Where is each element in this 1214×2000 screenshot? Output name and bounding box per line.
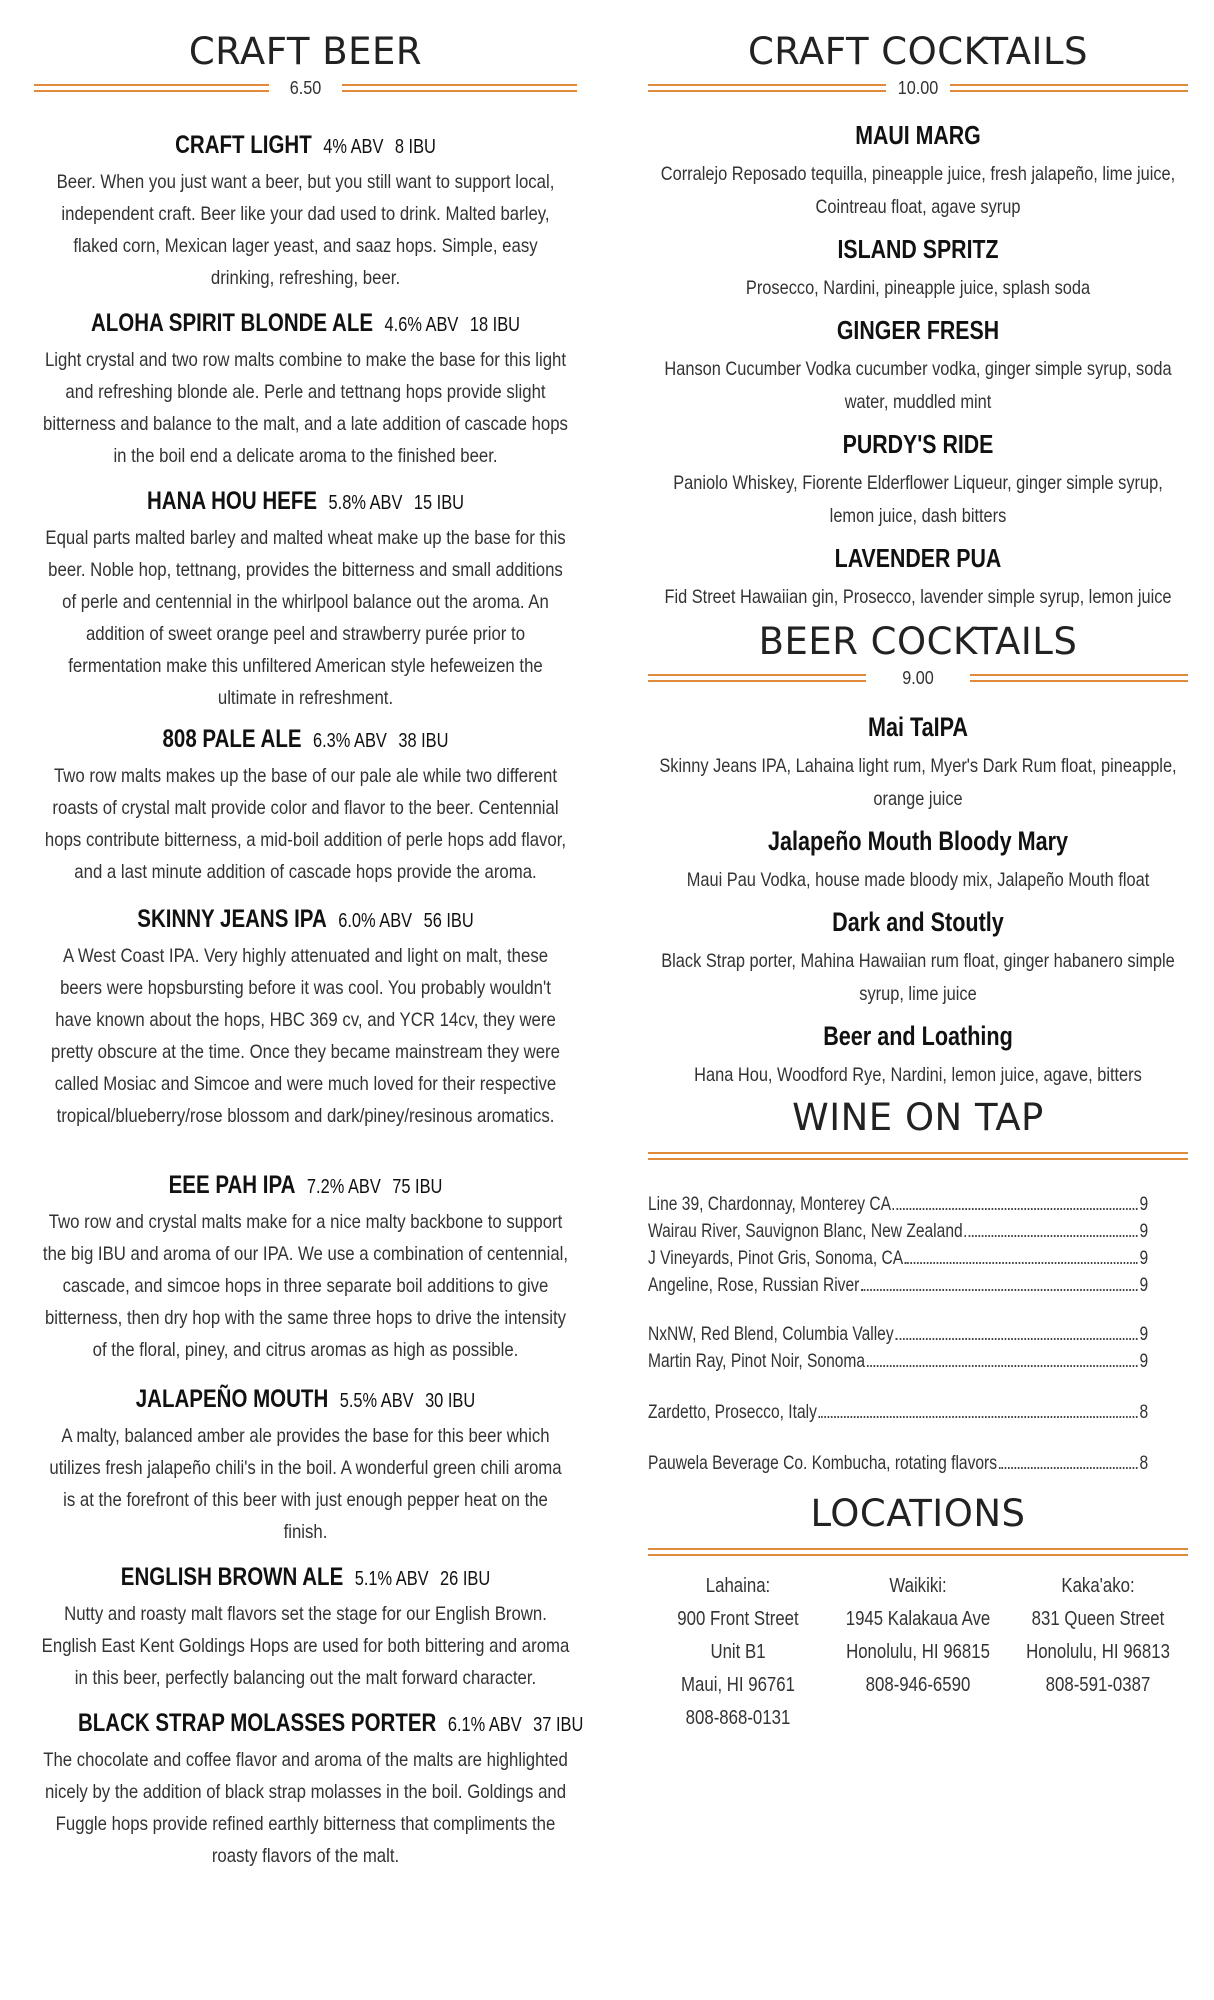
wine-name: Pauwela Beverage Co. Kombucha, rotating flavors: [648, 1453, 998, 1474]
wine-name: Martin Ray, Pinot Noir, Sonoma: [648, 1351, 866, 1372]
beer-name: ENGLISH BROWN ALE: [120, 1563, 344, 1591]
wine-row-inner: [648, 1275, 1148, 1297]
beer-ibu: 26 IBU: [440, 1568, 491, 1590]
cocktail-description: Prosecco, Nardini, pineapple juice, splash soda: [745, 277, 1091, 299]
wine-name: Zardetto, Prosecco, Italy: [648, 1402, 817, 1423]
cocktail-name: LAVENDER PUA: [834, 543, 1002, 573]
beer-cocktail-name: Mai TaIPA: [867, 712, 969, 742]
locations-title: LOCATIONS: [810, 1492, 1026, 1535]
beer-cocktail-name: Beer and Loathing: [823, 1021, 1013, 1051]
wine-row: [648, 1351, 1188, 1378]
beer-name: CRAFT LIGHT: [175, 131, 312, 159]
beer-description: Two row and crystal malts make for a nice malty backbone to support the big IBU and aroma of our IPA. We use a combination of centennial, cascade, and simcoe hops in three separate boil additions to give bitterness, then dry hop with the same three hops to drive the intensity of the floral, piney, and citrus aromas as high as possible.: [42, 1211, 569, 1361]
beer-item-header: [78, 130, 533, 162]
wine-row: [648, 1324, 1188, 1351]
wine-leader-dots: [905, 1262, 1138, 1264]
wine-row: [648, 1402, 1188, 1429]
beer-item-header: [78, 1170, 533, 1202]
beer-item-header: [78, 486, 533, 518]
cocktail-name: PURDY'S RIDE: [842, 429, 994, 459]
beer-cocktails-price: 9.00: [902, 668, 934, 688]
wine-name: Wairau River, Sauvignon Blanc, New Zealand: [648, 1221, 963, 1242]
cocktail-list: [648, 118, 1188, 614]
location-line: 831 Queen Street: [1031, 1608, 1165, 1630]
beer-abv: 4.6% ABV: [384, 314, 459, 336]
wine-title: WINE ON TAP: [792, 1096, 1044, 1139]
beer-name: EEE PAH IPA: [168, 1171, 296, 1199]
cocktail-item: [648, 313, 1188, 419]
locations-section: [648, 1492, 1188, 1735]
craft-cocktails-section: [648, 30, 1188, 614]
beer-abv: 6.0% ABV: [338, 910, 413, 932]
beer-description: Light crystal and two row malts combine to make the base for this light and refreshing blonde ale. Perle and tettnang hops provide slight bitterness and balance to the malt, and a late addition of cascade hops in the boil end a delicate aroma to the finished beer.: [43, 349, 568, 467]
beer-cocktail-name: Jalapeño Mouth Bloody Mary: [767, 826, 1069, 856]
location-block: [1008, 1570, 1188, 1735]
wine-row: [648, 1194, 1188, 1221]
beer-description: The chocolate and coffee flavor and aroma of the malts are highlighted nicely by the addition of black strap molasses in the boil. Goldings and Fuggle hops provide refined earthly bitterness that compliments the roasty flavors of the malt.: [43, 1749, 568, 1867]
wine-price: 9: [1139, 1194, 1149, 1215]
divider-full: [648, 1548, 1188, 1558]
beer-cocktails-section: [648, 620, 1188, 1092]
wine-group: [648, 1324, 1188, 1378]
location-line: Honolulu, HI 96815: [846, 1641, 990, 1663]
beer-cocktail-name: Dark and Stoutly: [832, 907, 1004, 937]
wine-row-inner: [648, 1402, 1148, 1424]
wine-row: [648, 1221, 1188, 1248]
wine-row-inner: [648, 1194, 1148, 1216]
beer-cocktail-list: [648, 710, 1188, 1092]
beer-cocktail-description: Hana Hou, Woodford Rye, Nardini, lemon juice, agave, bitters: [694, 1064, 1142, 1086]
cocktail-description: Paniolo Whiskey, Fiorente Elderflower Liqueur, ginger simple syrup, lemon juice, dash bitters: [673, 472, 1163, 527]
craft-cocktails-rule: [648, 76, 1188, 102]
beer-abv: 7.2% ABV: [306, 1176, 381, 1198]
wine-leader-dots: [895, 1338, 1138, 1340]
beer-ibu: 38 IBU: [398, 730, 449, 752]
beer-item: [28, 1562, 583, 1694]
beer-item-header: [78, 724, 533, 756]
cocktail-name: GINGER FRESH: [836, 315, 1000, 345]
beer-item: [28, 308, 583, 472]
location-line: 808-868-0131: [685, 1707, 791, 1729]
beer-cocktail-item: [648, 710, 1188, 816]
wine-price: 9: [1139, 1275, 1149, 1296]
beer-cocktail-description: Skinny Jeans IPA, Lahaina light rum, Myer's Dark Rum float, pineapple, orange juice: [659, 755, 1177, 810]
beer-item-header: [78, 904, 533, 936]
craft-cocktails-price: 10.00: [897, 78, 939, 98]
beer-ibu: 37 IBU: [533, 1714, 584, 1736]
beer-abv: 6.1% ABV: [447, 1714, 522, 1736]
locations-grid: [648, 1570, 1188, 1735]
wine-leader-dots: [818, 1416, 1137, 1418]
wine-group: [648, 1402, 1188, 1429]
location-line: Kaka'ako:: [1061, 1575, 1135, 1597]
cocktail-item: [648, 232, 1188, 305]
beer-abv: 5.5% ABV: [339, 1390, 414, 1412]
beer-ibu: 8 IBU: [394, 136, 436, 158]
beer-name: JALAPEÑO MOUTH: [135, 1385, 329, 1413]
wine-price: 9: [1139, 1248, 1149, 1269]
cocktail-item: [648, 427, 1188, 533]
beer-item-header: [77, 1708, 584, 1740]
beer-cocktail-item: [648, 905, 1188, 1011]
beer-description: A West Coast IPA. Very highly attenuated and light on malt, these beers were hopsbursting before it was cool. You probably wouldn't have known about the hops, HBC 369 cv, and YCR 14cv, they were pretty obscure at the time. Once they became mainstream they were called Mosiac and Simcoe and were much loved for their respective tropical/blueberry/rose blossom and dark/piney/resinous aromatics.: [51, 945, 560, 1127]
beer-list: [28, 130, 583, 1872]
locations-rule: [648, 1540, 1188, 1566]
cocktail-description: Corralejo Reposado tequilla, pineapple juice, fresh jalapeño, lime juice, Cointreau float, agave syrup: [660, 163, 1176, 218]
wine-rule: [648, 1144, 1188, 1170]
beer-item: [28, 904, 583, 1132]
beer-ibu: 15 IBU: [413, 492, 465, 514]
beer-item: [28, 724, 583, 888]
location-block: [828, 1570, 1008, 1735]
wine-section: [648, 1096, 1188, 1480]
beer-ibu: 56 IBU: [423, 910, 474, 932]
wine-row-inner: [648, 1324, 1148, 1346]
wine-price: 8: [1139, 1453, 1149, 1474]
wine-group: [648, 1194, 1188, 1302]
wine-row-inner: [648, 1221, 1148, 1243]
beer-name: 808 PALE ALE: [162, 725, 302, 753]
beer-cocktail-description: Maui Pau Vodka, house made bloody mix, Jalapeño Mouth float: [686, 869, 1150, 891]
beer-item: [28, 1384, 583, 1548]
beer-cocktail-item: [648, 824, 1188, 897]
location-line: Maui, HI 96761: [681, 1674, 795, 1696]
location-line: 900 Front Street: [677, 1608, 799, 1630]
beer-item-header: [78, 308, 533, 340]
beer-description: Nutty and roasty malt flavors set the stage for our English Brown. English East Kent Goldings Hops are used for both bittering and aroma in this beer, perfectly balancing out the malt forward character.: [41, 1603, 570, 1689]
beer-ibu: 75 IBU: [392, 1176, 443, 1198]
beer-description: A malty, balanced amber ale provides the base for this beer which utilizes fresh jalapeño chili's in the boil. A wonderful green chili aroma is at the forefront of this beer with just enough pepper heat on the finish.: [49, 1425, 562, 1543]
wine-price: 9: [1139, 1221, 1149, 1242]
wine-name: NxNW, Red Blend, Columbia Valley: [648, 1324, 894, 1345]
cocktail-name: MAUI MARG: [855, 120, 981, 150]
wine-list: [648, 1194, 1188, 1480]
wine-name: Line 39, Chardonnay, Monterey CA: [648, 1194, 892, 1215]
craft-beer-title: CRAFT BEER: [188, 30, 423, 73]
beer-abv: 4% ABV: [323, 136, 384, 158]
beer-name: SKINNY JEANS IPA: [137, 905, 327, 933]
beer-description: Two row malts makes up the base of our pale ale while two different roasts of crystal malt provide color and flavor to the beer. Centennial hops contribute bitterness, a mid-boil addition of perle hops add flavor, and a last minute addition of cascade hops provide the aroma.: [44, 765, 567, 883]
beer-item-header: [78, 1562, 533, 1594]
beer-item: [28, 1170, 583, 1366]
wine-row: [648, 1248, 1188, 1275]
cocktail-item: [648, 118, 1188, 224]
wine-group: [648, 1453, 1188, 1480]
beer-cocktails-rule: [648, 666, 1188, 692]
wine-leader-dots: [861, 1289, 1138, 1291]
beer-abv: 5.1% ABV: [354, 1568, 429, 1590]
wine-price: 8: [1139, 1402, 1149, 1423]
beer-name: ALOHA SPIRIT BLONDE ALE: [90, 309, 374, 337]
beer-description: Equal parts malted barley and malted wheat make up the base for this beer. Noble hop, tettnang, provides the bitterness and small additions of perle and centennial in the whirlpool balance out the aroma. An addition of sweet orange peel and strawberry purée prior to fermentation make this unfiltered American style hefeweizen the ultimate in refreshment.: [45, 527, 566, 709]
location-line: 1945 Kalakaua Ave: [845, 1608, 991, 1630]
craft-beer-price: 6.50: [289, 78, 322, 98]
wine-name: J Vineyards, Pinot Gris, Sonoma, CA: [648, 1248, 904, 1269]
wine-row-inner: [648, 1351, 1148, 1373]
location-line: Waikiki:: [889, 1575, 947, 1597]
wine-leader-dots: [893, 1208, 1138, 1210]
wine-name: Angeline, Rose, Russian River: [648, 1275, 860, 1296]
wine-price: 9: [1139, 1324, 1149, 1345]
cocktail-item: [648, 541, 1188, 614]
wine-leader-dots: [867, 1365, 1138, 1367]
beer-cocktail-item: [648, 1019, 1188, 1092]
wine-row-inner: [648, 1453, 1148, 1475]
beer-item: [28, 486, 583, 714]
cocktail-description: Fid Street Hawaiian gin, Prosecco, lavender simple syrup, lemon juice: [664, 586, 1172, 608]
beer-abv: 5.8% ABV: [328, 492, 403, 514]
wine-price: 9: [1139, 1351, 1149, 1372]
location-line: Lahaina:: [705, 1575, 771, 1597]
beer-cocktails-title: BEER COCKTAILS: [758, 620, 1078, 663]
divider-full: [648, 1152, 1188, 1162]
wine-leader-dots: [964, 1235, 1138, 1237]
craft-cocktails-title: CRAFT COCKTAILS: [747, 30, 1089, 73]
beer-description: Beer. When you just want a beer, but you still want to support local, independent craft. Beer like your dad used to drink. Malted barley, flaked corn, Mexican lager yeast, and saaz hops. Simple, easy drinking, refreshing, beer.: [56, 171, 555, 289]
beer-item: [28, 1708, 583, 1872]
location-line: Honolulu, HI 96813: [1026, 1641, 1170, 1663]
cocktail-name: ISLAND SPRITZ: [837, 234, 999, 264]
wine-row: [648, 1275, 1188, 1302]
wine-row: [648, 1453, 1188, 1480]
craft-beer-section: [28, 0, 583, 1872]
beer-name: HANA HOU HEFE: [146, 487, 318, 515]
cocktail-description: Hanson Cucumber Vodka cucumber vodka, ginger simple syrup, soda water, muddled mint: [664, 358, 1172, 413]
location-line: 808-591-0387: [1045, 1674, 1151, 1696]
craft-beer-rule: [28, 76, 583, 102]
beer-abv: 6.3% ABV: [312, 730, 387, 752]
wine-row-inner: [648, 1248, 1148, 1270]
beer-ibu: 30 IBU: [425, 1390, 476, 1412]
location-line: 808-946-6590: [865, 1674, 971, 1696]
location-line: Unit B1: [710, 1641, 766, 1663]
location-block: [648, 1570, 828, 1735]
right-column: [648, 0, 1188, 1735]
beer-item-header: [78, 1384, 533, 1416]
beer-ibu: 18 IBU: [469, 314, 521, 336]
beer-cocktail-description: Black Strap porter, Mahina Hawaiian rum float, ginger habanero simple syrup, lime juice: [661, 950, 1175, 1005]
beer-item: [28, 130, 583, 294]
wine-leader-dots: [999, 1467, 1138, 1469]
beer-name: BLACK STRAP MOLASSES PORTER: [77, 1709, 437, 1737]
